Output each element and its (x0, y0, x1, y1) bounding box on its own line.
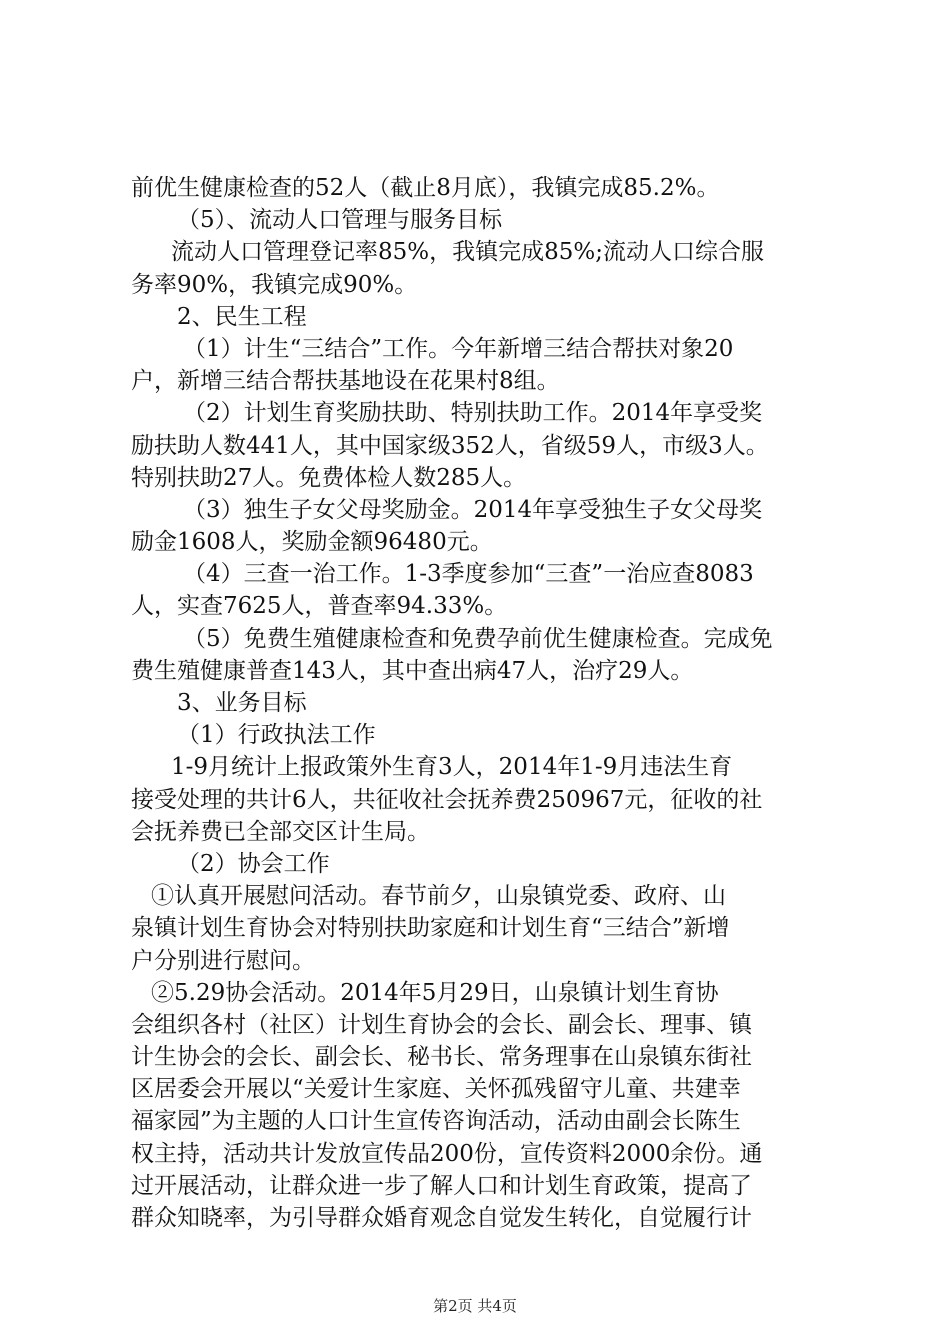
text-line: （5）、流动人口管理与服务目标 (177, 207, 503, 234)
text-line: 费生殖健康普查143人，其中查出病47人，治疗29人。 (131, 657, 694, 684)
text-line: 泉镇计划生育协会对特别扶助家庭和计划生育“三结合”新增 (131, 915, 730, 942)
text-line: 会抚养费已全部交区计生局。 (131, 818, 430, 845)
text-line: （3）独生子女父母奖励金。2014年享受独生子女父母奖 (183, 496, 763, 523)
text-line: ①认真开展慰问活动。春节前夕，山泉镇党委、政府、山 (151, 883, 726, 910)
text-line: （5）免费生殖健康检查和免费孕前优生健康检查。完成免 (183, 625, 773, 652)
text-line: （2）协会工作 (177, 850, 330, 877)
text-line: 3、业务目标 (177, 690, 307, 716)
text-line: 户，新增三结合帮扶基地设在花果村8组。 (131, 368, 560, 395)
text-line: 流动人口管理登记率85%，我镇完成85%;流动人口综合服 (171, 239, 764, 266)
text-line: 励扶助人数441人，其中国家级352人，省级59人，市级3人。 (131, 432, 769, 459)
page-footer: 第2页 共4页 (433, 1297, 517, 1315)
text-line: 户分别进行慰问。 (131, 947, 315, 974)
text-line: 福家园”为主题的人口计生宣传咨询活动，活动由副会长陈生 (131, 1108, 741, 1135)
text-line: （4）三查一治工作。1-3季度参加“三查”一治应查8083 (183, 561, 754, 588)
text-line: ②5.29协会活动。2014年5月29日，山泉镇计划生育协 (151, 979, 719, 1006)
text-line: 过开展活动，让群众进一步了解人口和计划生育政策，提高了 (131, 1172, 752, 1199)
text-line: 1-9月统计上报政策外生育3人，2014年1-9月违法生育 (171, 754, 733, 781)
text-line: 前优生健康检查的52人（截止8月底），我镇完成85.2%。 (131, 175, 720, 201)
text-line: （1）计生“三结合”工作。今年新增三结合帮扶对象20 (183, 335, 734, 362)
text-line: 区居委会开展以“关爱计生家庭、关怀孤残留守儿童、共建幸 (131, 1076, 741, 1103)
text-line: 励金1608人，奖励金额96480元。 (131, 529, 493, 556)
document-body (131, 172, 831, 1234)
text-line: 特别扶助27人。免费体检人数285人。 (131, 464, 527, 491)
text-line: 群众知晓率，为引导群众婚育观念自觉发生转化，自觉履行计 (131, 1205, 752, 1231)
text-line: 会组织各村（社区）计划生育协会的会长、副会长、理事、镇 (131, 1011, 752, 1038)
text-line: 人，实查7625人，普查率94.33%。 (131, 593, 508, 620)
text-line: 权主持，活动共计发放宣传品200份，宣传资料2000余份。通 (131, 1140, 763, 1167)
text-line: （2）计划生育奖励扶助、特别扶助工作。2014年享受奖 (183, 400, 763, 427)
text-line: 计生协会的会长、副会长、秘书长、常务理事在山泉镇东街社 (131, 1044, 752, 1071)
text-line: （1）行政执法工作 (177, 722, 376, 749)
text-line: 务率90%，我镇完成90%。 (131, 271, 418, 298)
text-line: 接受处理的共计6人，共征收社会抚养费250967元，征收的社 (131, 786, 763, 813)
text-line: 2、民生工程 (177, 303, 307, 330)
